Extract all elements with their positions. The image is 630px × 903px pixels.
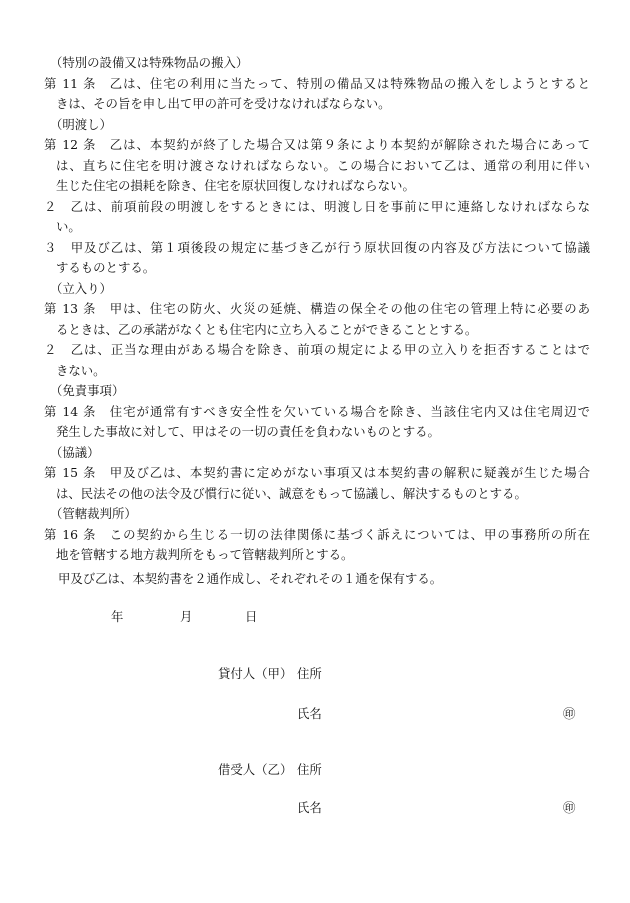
lessee-name-label: 氏名 [297, 800, 322, 815]
article-line: 第 13 条 甲は、住宅の防火、火災の延焼、構造の保全その他の住宅の管理上特に必要のあ [44, 301, 590, 316]
article-line: きない。 [56, 362, 106, 378]
article-line: るときは、乙の承諾がなくとも住宅内に立ち入ることができることとする。 [56, 321, 478, 337]
article-line: ３ 甲及び乙は、第１項後段の規定に基づき乙が行う原状回復の内容及び方法について協議 [44, 239, 590, 255]
article-heading: （協議） [50, 444, 100, 460]
article-line: するものとする。 [56, 260, 156, 275]
lessee-address-label: 住所 [297, 762, 322, 777]
article-line: 第 15 条 甲及び乙は、本契約書に定めがない事項又は本契約書の解釈に疑義が生じた場合 [44, 465, 590, 480]
article-line: は、直ちに住宅を明け渡さなければならない。この場合において乙は、通常の利用に伴い [56, 157, 590, 173]
article-heading: （免責事項） [50, 383, 125, 398]
date-month-label: 月 [180, 609, 193, 624]
closing-statement: 甲及び乙は、本契約書を２通作成し、それぞれその１通を保有する。 [58, 571, 443, 586]
article-line: 第 14 条 住宅が通常有すべき安全性を欠いている場合を除き、当該住宅内又は住宅周辺で [44, 403, 590, 419]
article-line: 第 12 条 乙は、本契約が終了した場合又は第９条により本契約が解除された場合にあって [44, 137, 590, 152]
article-line: ２ 乙は、前項前段の明渡しをするときには、明渡し日を事前に甲に連絡しなければならな [44, 198, 590, 214]
article-line: 発生した事故に対して、甲はその一切の責任を負わないものとする。 [56, 424, 440, 439]
lessee-role-label: 借受人（乙） [218, 762, 293, 777]
lessor-name-label: 氏名 [297, 706, 322, 721]
date-day-label: 日 [245, 609, 258, 624]
lessor-address-label: 住所 [297, 666, 322, 681]
date-year-label: 年 [111, 609, 124, 624]
article-heading: （立入り） [50, 280, 112, 296]
article-line: は、民法その他の法令及び慣行に従い、誠意をもって協議し、解決するものとする。 [56, 485, 527, 501]
article-line: きは、その旨を申し出て甲の許可を受けなければならない。 [56, 96, 391, 111]
article-line: 第 11 条 乙は、住宅の利用に当たって、特別の備品又は特殊物品の搬入をしようとすると [44, 75, 590, 91]
article-line: 地を管轄する地方裁判所をもって管轄裁判所とする。 [56, 547, 354, 562]
article-line: ２ 乙は、正当な理由がある場合を除き、前項の規定による甲の立入りを拒否することはで [44, 342, 590, 357]
lessee-seal-mark: ㊞ [563, 800, 576, 815]
lessor-seal-mark: ㊞ [563, 706, 576, 721]
article-line: 第 16 条 この契約から生じる一切の法律関係に基づく訴えについては、甲の事務所の所在 [44, 526, 590, 542]
article-heading: （明渡し） [50, 116, 112, 132]
contract-articles [44, 53, 590, 566]
article-heading: （管轄裁判所） [50, 506, 137, 521]
article-line: い。 [56, 219, 81, 234]
article-line: 生じた住宅の損耗を除き、住宅を原状回復しなければならない。 [56, 178, 415, 193]
article-heading: （特別の設備又は特殊物品の搬入） [50, 55, 249, 70]
lessor-role-label: 貸付人（甲） [218, 666, 293, 681]
